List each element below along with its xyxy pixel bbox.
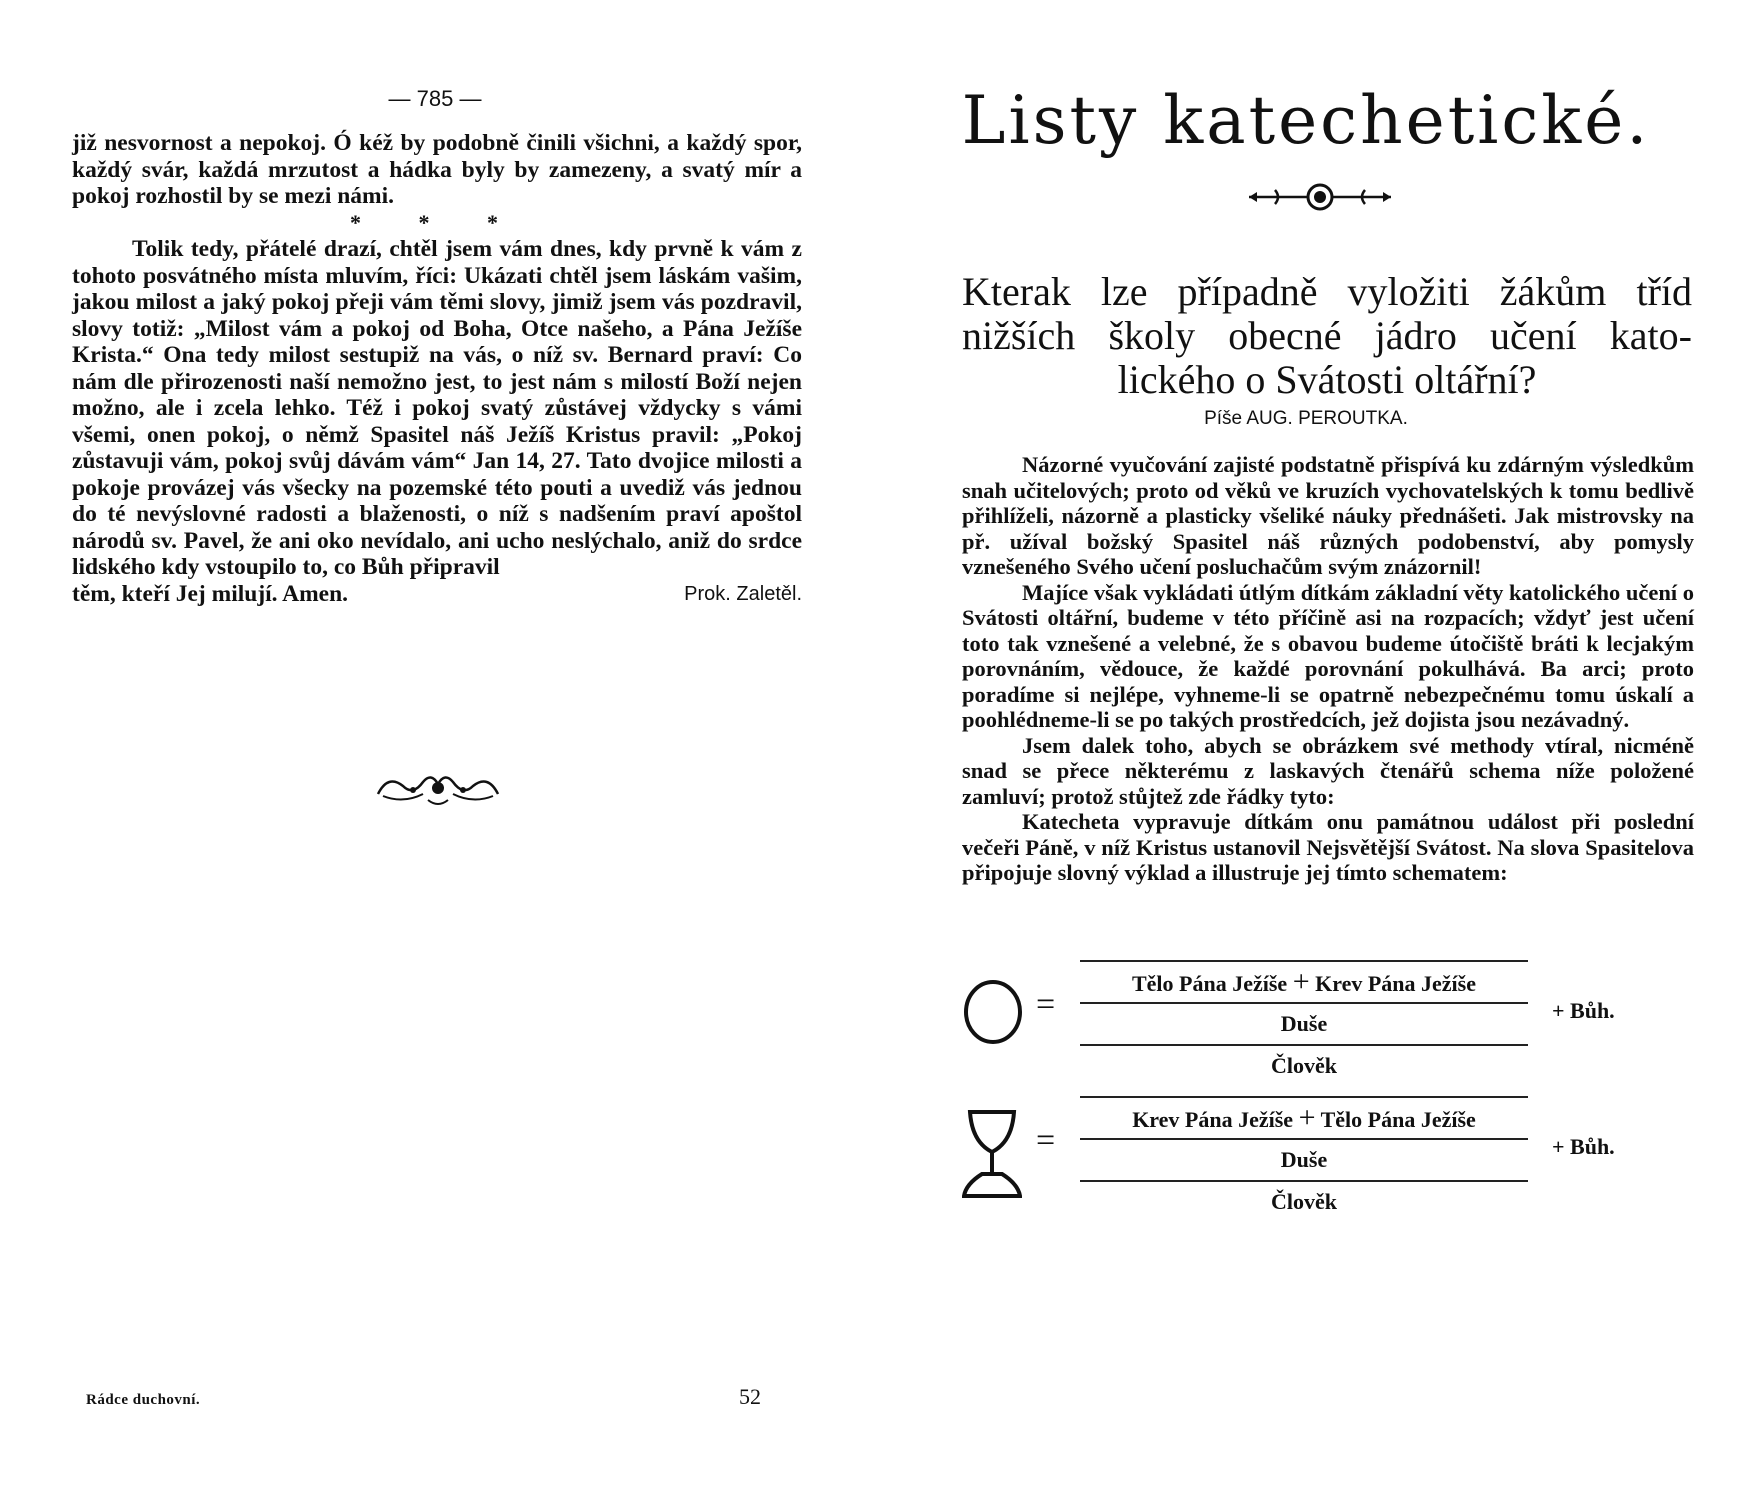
ornament-icon xyxy=(373,764,503,810)
author-signature: Prok. Zaletěl. xyxy=(684,582,802,605)
chalice-icon xyxy=(962,1108,1022,1200)
title-line-2: nižších školy obecné jádro učení kato- xyxy=(962,313,1692,358)
numerator xyxy=(1074,962,1534,1002)
numerator xyxy=(1074,1098,1534,1138)
host-circle-icon xyxy=(962,978,1024,1046)
numerator-b: Krev Pána Ježíše xyxy=(1315,971,1476,996)
schema-chalice xyxy=(962,1101,1702,1226)
paragraph-2: Majíce však vykládati útlým dítkám základní věty katolického učení o Svátosti oltářní, budeme v této příčině asi na rozpacích; vždyť jest učení toto tak vznešené a velebné, že s obavou budeme útočiště bráti k lecjakým porovnáním, vědouce, že každé porovnání pokulhává. Ba arci; proto poradíme si nejlépe, vyhneme-li se opatrně nebezpečnému tomu úskalí a poohlédneme-li se po takých prostředcích, jež dojista jsou nezávadný. xyxy=(962,579,1694,732)
right-page xyxy=(870,0,1742,1500)
paragraph-closing: již nesvornost a nepokoj. Ó kéž by podobně činili všichni, a každý spor, každý svár, každá mrzutost a hádka byly by zamezeny, a svatý mír a pokoj rozhostil by se mezi námi. xyxy=(72,130,802,209)
numerator-a: Tělo Pána Ježíše xyxy=(1131,971,1288,996)
middle-term: Duše xyxy=(1280,1011,1328,1036)
equals-sign: = xyxy=(1036,986,1056,1023)
byline: Píše AUG. PEROUTKA. xyxy=(1204,408,1408,429)
plus-god: + Bůh. xyxy=(1552,1134,1615,1159)
masthead-title: Listy katechetické. xyxy=(961,82,1651,159)
signature-line xyxy=(72,581,802,608)
paragraph-3: Jsem dalek toho, abych se obrázkem své methody vtíral, nicméně snad se přece některému z laskavých čtenářů schema níže položené zamluví; protož stůjtež zde řádky tyto: xyxy=(962,732,1694,809)
footer-page-number: 52 xyxy=(739,1384,761,1409)
divider-ornament-icon xyxy=(1245,182,1395,212)
middle-term: Duše xyxy=(1280,1147,1328,1172)
footer-journal-name: Rádce duchovní. xyxy=(86,1392,201,1408)
plus-god: + Bůh. xyxy=(1552,998,1615,1023)
section-stars: * * * xyxy=(350,209,524,235)
article-title xyxy=(962,270,1692,402)
fraction xyxy=(1074,1096,1534,1222)
equals-sign: = xyxy=(1036,1122,1056,1159)
left-page xyxy=(0,0,870,1500)
denominator: Člověk xyxy=(1271,1189,1337,1214)
title-line-1: Kterak lze případně vyložiti žákům tříd xyxy=(962,269,1692,314)
numerator-a: Krev Pána Ježíše xyxy=(1132,1107,1294,1132)
paragraph-amen: těm, kteří Jej milují. Amen. xyxy=(72,580,349,607)
numerator-b: Tělo Pána Ježíše xyxy=(1320,1107,1476,1132)
plus-sign: + xyxy=(1292,965,1310,998)
paragraph-sermon: Tolik tedy, přátelé drazí, chtěl jsem vám dnes, kdy prvně k vám z tohoto posvátného místa mluvím, říci: Ukázati chtěl jsem láskám vašim, jakou milost a jaký pokoj přeji vám těmi slovy, jimiž jsem vás pozdravil, slovy totiž: „Milost vám a pokoj od Boha, Otce našeho, a Pána Ježíše Krista.“ Ona tedy milost sestupiž na vás, o níž sv. Bernard praví: Co nám dle přirozenosti naší nemožno jest, to jest nám s milostí Boží nejen možno, ale i zcela lehko. Též i pokoj svatý zůstávej vždycky s vámi všemi, onen pokoj, o němž Spasitel náš Ježíš Kristus pravil: „Pokoj zůstavuji vám, pokoj svůj dávám vám“ Jan 14, 27. Tato dvojice milosti a pokoje provázej vás všecky na pozemské této pouti a uvediž vás jednou do té nevýslovné radosti a blaženosti, o níž s nadšením praví apoštol národů sv. Pavel, že ani oko nevídalo, ani ucho neslýchalo, aniž do srdce lidského kdy vstoupilo to, co Bůh připravil xyxy=(72,236,802,580)
schema-host xyxy=(962,965,1702,1090)
left-text-column xyxy=(72,130,802,607)
page-number: — 785 — xyxy=(388,86,482,111)
right-text-column xyxy=(962,452,1694,886)
fraction xyxy=(1074,960,1534,1086)
title-line-3: lického o Svátosti oltářní? xyxy=(1117,357,1537,402)
plus-sign: + xyxy=(1298,1101,1316,1134)
paragraph-4: Katecheta vypravuje dítkám onu památnou událost při poslední večeři Páně, v níž Kristus ustanovil Nejsvětější Svátost. Na slova Spasitelova připojuje slovný výklad a illustruje jej tímto schematem: xyxy=(962,809,1694,885)
paragraph-1: Názorné vyučování zajisté podstatně přispívá ku zdárným výsledkům snah učitelových; proto od věků ve kruzích vychovatelských k tomu bedlivě přihlíželi, názorně a plasticky všeliké náuky přednášeti. Jak mistrovsky na př. užíval božský Spasitel náš různých podobenství, aby pomysly vznešeného Svého učení posluchačům svým znázornil! xyxy=(962,452,1694,579)
denominator: Člověk xyxy=(1271,1053,1337,1078)
